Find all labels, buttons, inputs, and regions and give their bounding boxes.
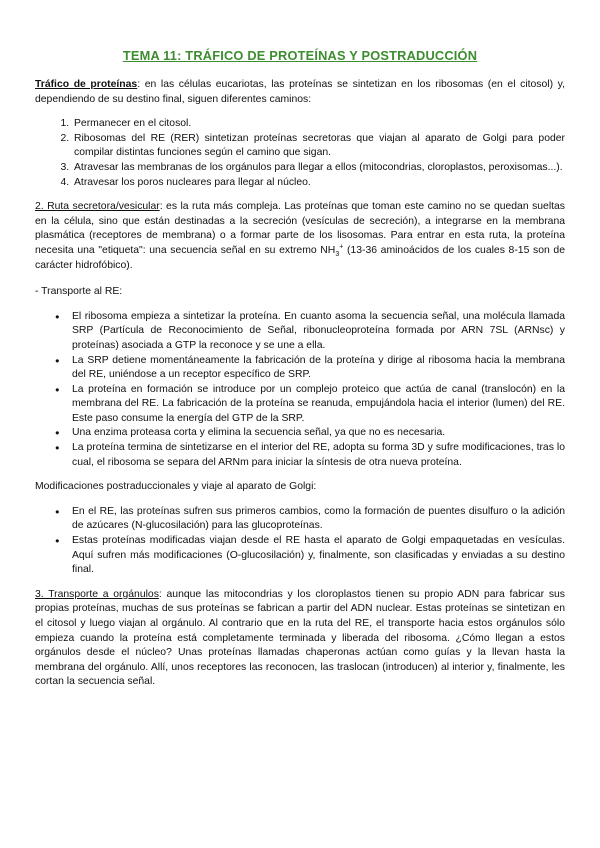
document-page [35, 48, 565, 690]
list-item: 4. Atravesar los poros nucleares para llegar al núcleo. [72, 176, 565, 191]
section1-text: : en las células eucariotas, las proteínas se sintetizan en los ribosomas (en el citosol) y, dependiendo de su destino final, siguen diferentes caminos: [35, 79, 565, 105]
section2-heading: 2. Ruta secretora/vesicular [35, 201, 160, 213]
page-title: TEMA 11: TRÁFICO DE PROTEÍNAS Y POSTRADUCCIÓN [122, 48, 478, 63]
list-item: ● El ribosoma empieza a sintetizar la proteína. En cuanto asoma la secuencia señal, una molécula llamada SRP (Partícula de Reconocimiento de Señal, ribonucleoproteína formada por ARN 7SL (ARNsc) y proteínas) asociada a GTP la reconoce y se une a ella. [72, 310, 565, 354]
section3-text: : aunque las mitocondrias y los cloroplastos tienen su propio ADN para fabricar sus propias proteínas, muchas de sus proteínas se fabrican a partir del ADN nuclear. Estas proteínas se sintetizan en el citosol y luego viajan al orgánulo. Al contrario que en la ruta del RE, el transporte hacia estos orgánulos sólo empieza cuando la proteína está completamente terminada y liberada del ribosoma. ¿Cómo llegan a estos orgánulos desde el núcleo? Unas proteínas llamadas chaperonas actúan como guías y la llevan hasta la membrana del orgánulo. Allí, unos receptores las reconocen, las traslocan (introducen) al interior y, finalmente, les cortan la secuencia señal. [35, 588, 566, 688]
list-item: ● Estas proteínas modificadas viajan desde el RE hasta el aparato de Golgi empaquetadas en vesículas. Aquí sufren más modificaciones (O-glucosilación) y, finalmente, son clasificadas y enviadas a su destino final. [72, 534, 565, 578]
transport-list [35, 310, 565, 471]
section3-heading: 3. Transporte a orgánulos [35, 588, 159, 600]
list-item: ● La proteína en formación se introduce por un complejo proteico que actúa de canal (translocón) en la membrana del RE. La fabricación de la proteína se reanuda, empujándola hacia el interior (lumen) del RE. Este paso consume la energía del GTP de la SRP. [72, 383, 565, 427]
list-item: 2. Ribosomas del RE (RER) sintetizan proteínas secretoras que viajan al aparato de Golgi para poder compilar distintas funciones según el camino que sigan. [72, 132, 565, 161]
section1-heading: Tráfico de proteínas [35, 79, 138, 90]
section2-text-a: : es la ruta más compleja. Las proteínas que toman este camino no se quedan sueltas en la célula, sino que están destinadas a la secreción (vesículas de secreción), a integrarse en la membrana plasmática (receptores de membrana) o a formar parte de los lisosomas. Para entrar en esta ruta, la proteína necesita una "etiqueta": una secuencia señal en su extremo NH [35, 201, 565, 256]
paths-list [35, 117, 565, 190]
list-item: ● La SRP detiene momentáneamente la fabricación de la proteína y dirige al ribosoma hacia la membrana del RE, uniéndose a un receptor específico de SRP. [72, 354, 565, 383]
list-item: 1. Permanecer en el citosol. [72, 117, 565, 132]
nh3-subscript: 3 [335, 251, 340, 259]
secretory-paragraph [35, 200, 565, 273]
plus-superscript: + [339, 243, 344, 251]
organelle-paragraph [35, 588, 565, 690]
mods-list [35, 505, 565, 578]
list-item: ● En el RE, las proteínas sufren sus primeros cambios, como la formación de puentes disulfuro o la adición de azúcares (N-glucosilación) para las glucoproteínas. [72, 505, 565, 534]
list-item: 3. Atravesar las membranas de los orgánulos para llegar a ellos (mitocondrias, cloroplastos, peroxisomas...). [72, 161, 565, 176]
list-item: ● Una enzima proteasa corta y elimina la secuencia señal, ya que no es necesaria. [72, 426, 565, 441]
list-item: ● La proteína termina de sintetizarse en el interior del RE, adopta su forma 3D y sufre modificaciones, tras lo cual, el ribosoma se separa del ARNm para iniciar la síntesis de otra nueva proteína. [72, 441, 565, 470]
intro-paragraph [35, 78, 565, 107]
section2-text-b: (13-36 aminoácidos de los cuales 8-15 son de carácter hidrofóbico). [35, 244, 565, 271]
transport-heading: - Transporte al RE: [35, 286, 123, 298]
mods-heading: Modificaciones postraduccionales y viaje al aparato de Golgi: [35, 481, 317, 493]
